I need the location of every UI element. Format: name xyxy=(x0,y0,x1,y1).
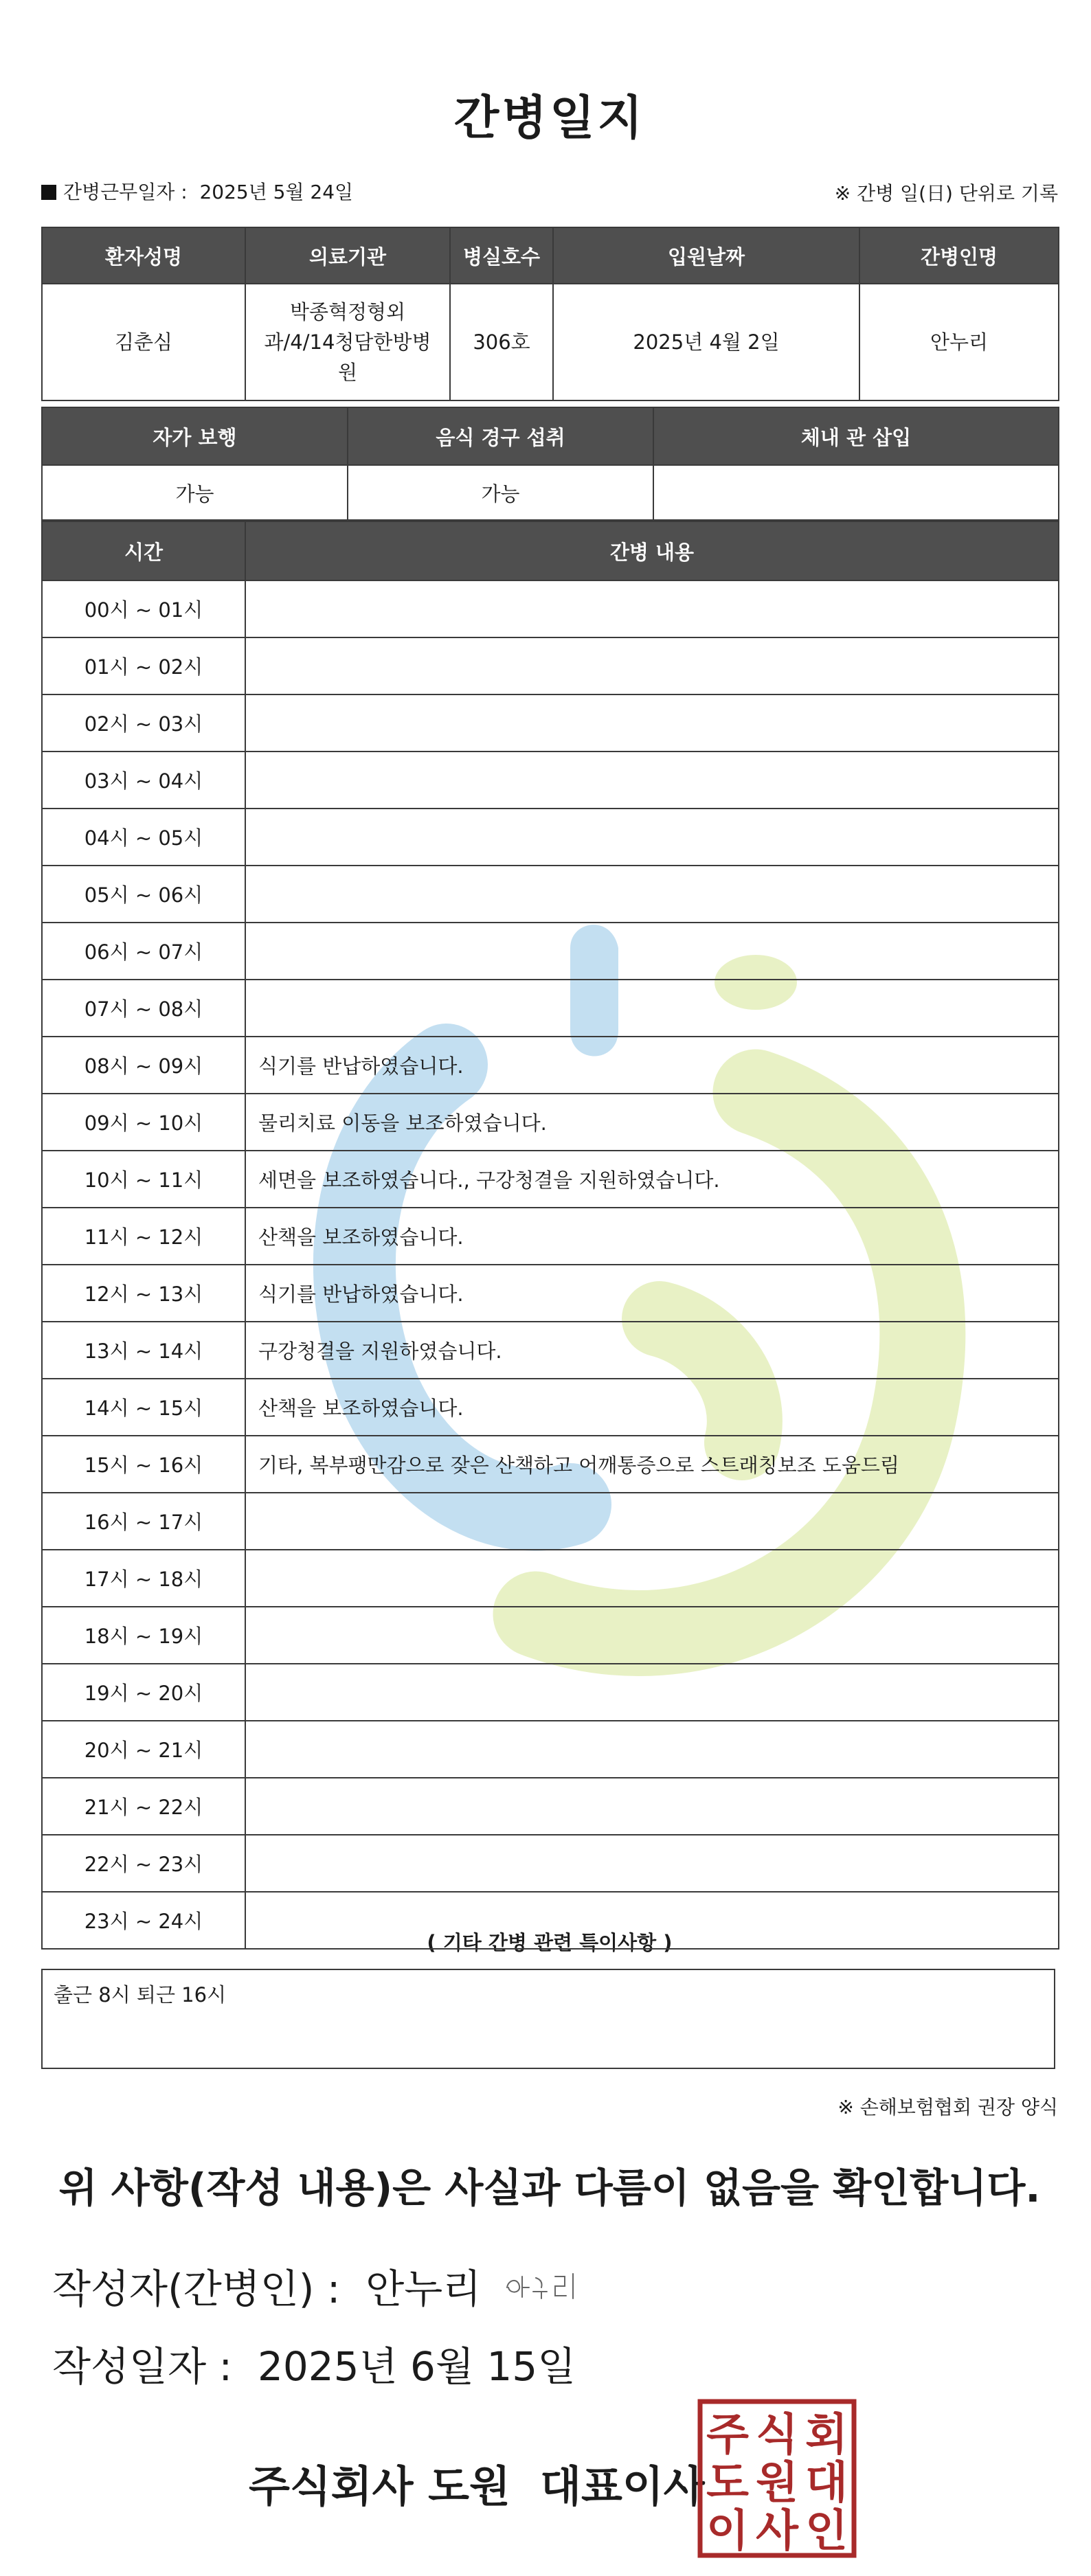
care-log-row xyxy=(42,923,1059,980)
hospital-line: 박종혁정형외 xyxy=(289,300,406,324)
care-log-row xyxy=(42,866,1059,923)
caregiver-name: 안누리 xyxy=(859,284,1059,400)
care-log-row xyxy=(42,1436,1059,1493)
written-date-value: 2025년 6월 15일 xyxy=(257,2343,576,2390)
header-hospital: 의료기관 xyxy=(245,227,450,284)
written-date-line xyxy=(52,2334,576,2392)
care-log-content xyxy=(245,1835,1059,1892)
care-log-table xyxy=(41,521,1059,1950)
header-room: 병실호수 xyxy=(450,227,553,284)
care-log-time: 08시 ~ 09시 xyxy=(42,1037,245,1094)
work-date-line xyxy=(41,177,353,205)
svg-text:사: 사 xyxy=(756,2506,798,2557)
care-log-row xyxy=(42,637,1059,694)
patient-info-header-row xyxy=(42,227,1059,284)
care-log-row xyxy=(42,752,1059,809)
confirmation-statement: 위 사항(작성 내용)은 사실과 다름이 없음을 확인합니다. xyxy=(58,2165,1041,2211)
header-patient-name: 환자성명 xyxy=(42,227,245,284)
handwritten-signature xyxy=(502,2267,584,2305)
header-self-walking: 자가 보행 xyxy=(42,407,348,465)
care-log-row xyxy=(42,1892,1059,1949)
care-log-time: 23시 ~ 24시 xyxy=(42,1892,245,1949)
hospital-line: 원 xyxy=(337,361,357,384)
care-log-row xyxy=(42,1835,1059,1892)
room-number: 306호 xyxy=(450,284,553,400)
care-log-time: 03시 ~ 04시 xyxy=(42,752,245,809)
writer-line xyxy=(52,2257,481,2314)
care-log-content xyxy=(245,1892,1059,1949)
care-log-content xyxy=(245,1550,1059,1607)
care-log-time: 04시 ~ 05시 xyxy=(42,809,245,866)
care-log-content xyxy=(245,1607,1059,1664)
care-log-time: 17시 ~ 18시 xyxy=(42,1550,245,1607)
care-log-content: 기타, 복부팽만감으로 잦은 산책하고 어깨통증으로 스트래칭보조 도움드림 xyxy=(245,1436,1059,1493)
care-log-content xyxy=(245,580,1059,637)
care-log-content: 세면을 보조하였습니다., 구강청결을 지원하였습니다. xyxy=(245,1151,1059,1208)
hospital xyxy=(245,284,450,400)
care-log-content: 구강청결을 지원하였습니다. xyxy=(245,1322,1059,1379)
header-care-content: 간병 내용 xyxy=(245,521,1059,580)
care-log-content xyxy=(245,752,1059,809)
care-log-header-row xyxy=(42,521,1059,580)
care-log-time: 00시 ~ 01시 xyxy=(42,580,245,637)
patient-name: 김춘심 xyxy=(42,284,245,400)
svg-text:원: 원 xyxy=(756,2458,798,2509)
care-log-row xyxy=(42,809,1059,866)
care-log-body xyxy=(42,580,1059,1949)
svg-text:도: 도 xyxy=(706,2458,749,2509)
care-log-content xyxy=(245,1664,1059,1721)
care-log-time: 09시 ~ 10시 xyxy=(42,1094,245,1151)
care-log-time: 15시 ~ 16시 xyxy=(42,1436,245,1493)
care-log-row xyxy=(42,580,1059,637)
care-log-row xyxy=(42,1721,1059,1778)
care-log-row xyxy=(42,1664,1059,1721)
care-log-row xyxy=(42,1151,1059,1208)
care-log-content: 산책을 보조하였습니다. xyxy=(245,1379,1059,1436)
care-log-time: 05시 ~ 06시 xyxy=(42,866,245,923)
header-tube-insertion: 체내 관 삽입 xyxy=(653,407,1059,465)
patient-info-table xyxy=(41,227,1059,401)
special-notes-title: ( 기타 간병 관련 특이사항 ) xyxy=(427,1931,673,1954)
writer-name: 안누리 xyxy=(365,2266,482,2312)
patient-status-table xyxy=(41,407,1059,521)
care-log-time: 12시 ~ 13시 xyxy=(42,1265,245,1322)
writer-label: 작성자(간병인) : xyxy=(52,2266,341,2312)
hospital-line: 과/4/14청담한방병 xyxy=(264,330,431,354)
oral-intake-value: 가능 xyxy=(348,465,653,520)
care-log-content: 산책을 보조하였습니다. xyxy=(245,1208,1059,1265)
square-bullet-icon xyxy=(41,185,56,200)
care-log-content xyxy=(245,1493,1059,1550)
svg-text:주: 주 xyxy=(706,2410,749,2461)
care-log-time: 07시 ~ 08시 xyxy=(42,980,245,1037)
care-log-time: 02시 ~ 03시 xyxy=(42,694,245,752)
care-log-time: 06시 ~ 07시 xyxy=(42,923,245,980)
company-representative: 주식회사 도원 대표이사 xyxy=(249,2461,705,2511)
care-log-time: 11시 ~ 12시 xyxy=(42,1208,245,1265)
care-log-time: 18시 ~ 19시 xyxy=(42,1607,245,1664)
care-log-time: 21시 ~ 22시 xyxy=(42,1778,245,1835)
care-log-content xyxy=(245,923,1059,980)
svg-text:이: 이 xyxy=(706,2506,749,2557)
care-log-time: 22시 ~ 23시 xyxy=(42,1835,245,1892)
work-date-label: 간병근무일자 : xyxy=(63,181,188,203)
care-log-row xyxy=(42,1322,1059,1379)
care-log-content xyxy=(245,694,1059,752)
care-log-row xyxy=(42,1607,1059,1664)
work-date-value: 2025년 5월 24일 xyxy=(199,181,354,203)
company-seal-stamp xyxy=(696,2397,858,2560)
care-log-content xyxy=(245,637,1059,694)
svg-text:대: 대 xyxy=(805,2458,848,2509)
care-log-row xyxy=(42,980,1059,1037)
care-log-time: 14시 ~ 15시 xyxy=(42,1379,245,1436)
care-log-row xyxy=(42,694,1059,752)
care-log-content xyxy=(245,1721,1059,1778)
care-log-row xyxy=(42,1379,1059,1436)
care-log-row xyxy=(42,1208,1059,1265)
care-log-content xyxy=(245,980,1059,1037)
header-time: 시간 xyxy=(42,521,245,580)
care-log-content: 식기를 반납하였습니다. xyxy=(245,1265,1059,1322)
svg-text:인: 인 xyxy=(805,2506,848,2557)
page-title: 간병일지 xyxy=(453,91,646,146)
svg-text:회: 회 xyxy=(805,2410,848,2461)
care-log-row xyxy=(42,1778,1059,1835)
patient-info-value-row xyxy=(42,284,1059,400)
unit-note: ※ 간병 일(日) 단위로 기록 xyxy=(834,182,1058,205)
form-note: ※ 손해보험협회 권장 양식 xyxy=(837,2096,1058,2119)
tube-insertion-value xyxy=(653,465,1059,520)
care-log-row xyxy=(42,1550,1059,1607)
status-header-row xyxy=(42,407,1059,465)
care-log-content xyxy=(245,1778,1059,1835)
care-log-time: 20시 ~ 21시 xyxy=(42,1721,245,1778)
status-value-row xyxy=(42,465,1059,520)
care-log-time: 10시 ~ 11시 xyxy=(42,1151,245,1208)
care-log-content xyxy=(245,809,1059,866)
care-log-content: 물리치료 이동을 보조하였습니다. xyxy=(245,1094,1059,1151)
care-log-content xyxy=(245,866,1059,923)
header-admission-date: 입원날짜 xyxy=(553,227,859,284)
admission-date: 2025년 4월 2일 xyxy=(553,284,859,400)
special-notes-box: 출근 8시 퇴근 16시 xyxy=(41,1969,1055,2069)
care-log-row xyxy=(42,1094,1059,1151)
care-log-content: 식기를 반납하였습니다. xyxy=(245,1037,1059,1094)
care-log-row xyxy=(42,1037,1059,1094)
care-log-time: 13시 ~ 14시 xyxy=(42,1322,245,1379)
header-oral-intake: 음식 경구 섭취 xyxy=(348,407,653,465)
written-date-label: 작성일자 : xyxy=(52,2343,233,2390)
care-log-time: 19시 ~ 20시 xyxy=(42,1664,245,1721)
care-log-row xyxy=(42,1265,1059,1322)
self-walking-value: 가능 xyxy=(42,465,348,520)
care-log-time: 16시 ~ 17시 xyxy=(42,1493,245,1550)
care-log-time: 01시 ~ 02시 xyxy=(42,637,245,694)
header-caregiver: 간병인명 xyxy=(859,227,1059,284)
svg-text:식: 식 xyxy=(756,2410,798,2461)
care-log-row xyxy=(42,1493,1059,1550)
